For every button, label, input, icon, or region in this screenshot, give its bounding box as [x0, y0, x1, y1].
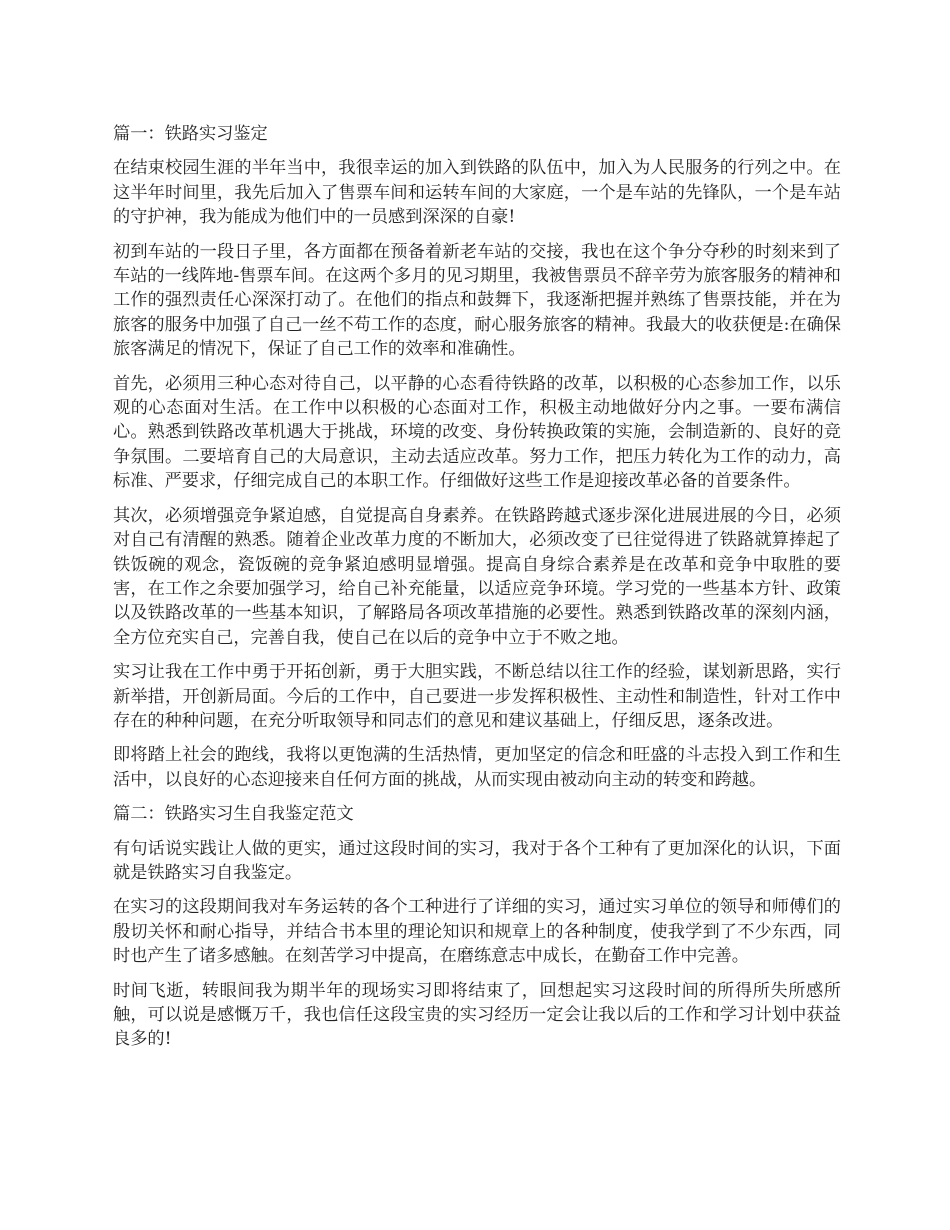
- section-1-paragraph-6: 即将踏上社会的跑线，我将以更饱满的生活热情，更加坚定的信念和旺盛的斗志投入到工作和生活中，以良好的心态迎接来自任何方面的挑战，从而实现由被动向主动的转变和跨越。: [113, 745, 841, 790]
- section-2-paragraph-1: 有句话说实践让人做的更实，通过这段时间的实习，我对于各个工种有了更加深化的认识，下面就是铁路实习自我鉴定。: [113, 838, 841, 883]
- section-1-paragraph-1: 在结束校园生涯的半年当中，我很幸运的加入到铁路的队伍中，加入为人民服务的行列之中。在这半年时间里，我先后加入了售票车间和运转车间的大家庭，一个是车站的先锋队，一个是车站的守护神，我为能成为他们中的一员感到深深的自豪!: [113, 158, 841, 228]
- section-2-paragraph-2: 在实习的这段期间我对车务运转的各个工种进行了详细的实习，通过实习单位的领导和师傅们的殷切关怀和耐心指导，并结合书本里的理论知识和规章上的各种制度，使我学到了不少东西，同时也产生了诸多感触。在刻苦学习中提高，在磨练意志中成长，在勤奋工作中完善。: [113, 897, 841, 967]
- section-1-paragraph-2: 初到车站的一段日子里，各方面都在预备着新老车站的交接，我也在这个争分夺秒的时刻来到了车站的一线阵地-售票车间。在这两个多月的见习期里，我被售票员不辞辛劳为旅客服务的精神和工作的强烈责任心深深打动了。在他们的指点和鼓舞下，我逐渐把握并熟练了售票技能，并在为旅客的服务中加强了自己一丝不苟工作的态度，耐心服务旅客的精神。我最大的收获便是:在确保旅客满足的情况下，保证了自己工作的效率和准确性。: [113, 241, 841, 360]
- section-1-title: 篇一：铁路实习鉴定: [113, 124, 268, 144]
- section-2-paragraph-3: 时间飞逝，转眼间我为期半年的现场实习即将结束了，回想起实习这段时间的所得所失所感所触，可以说是感慨万千，我也信任这段宝贵的实习经历一定会让我以后的工作和学习计划中获益良多的!: [113, 980, 841, 1050]
- section-1-paragraph-5: 实习让我在工作中勇于开拓创新，勇于大胆实践，不断总结以往工作的经验，谋划新思路，实行新举措，开创新局面。今后的工作中，自己要进一步发挥积极性、主动性和制造性，针对工作中存在的种种问题，在充分听取领导和同志们的意见和建议基础上，仔细反思，逐条改进。: [113, 662, 841, 731]
- section-2-title: 篇二：铁路实习生自我鉴定范文: [113, 804, 354, 825]
- section-1-paragraph-3: 首先，必须用三种心态对待自己，以平静的心态看待铁路的改革，以积极的心态参加工作，以乐观的心态面对生活。在工作中以积极的心态面对工作，积极主动地做好分内之事。一要布满信心。熟悉到铁路改革机遇大于挑战，环境的改变、身份转换政策的实施，会制造新的、良好的竞争氛围。二要培育自己的大局意识，主动去适应改革。努力工作，把压力转化为工作的动力，高标准、严要求，仔细完成自己的本职工作。仔细做好这些工作是迎接改革必备的首要条件。: [113, 373, 841, 492]
- document-body: [113, 122, 841, 1062]
- section-1-paragraph-4: 其次，必须增强竞争紧迫感，自觉提高自身素养。在铁路跨越式逐步深化进展进展的今日，必须对自己有清醒的熟悉。随着企业改革力度的不断加大，必须改变了已往觉得进了铁路就算捧起了铁饭碗的观念，瓷饭碗的竞争紧迫感明显增强。提高自身综合素养是在改革和竞争中取胜的要害，在工作之余要加强学习，给自己补充能量，以适应竞争环境。学习党的一些基本方针、政策以及铁路改革的一些基本知识，了解路局各项改革措施的必要性。熟悉到铁路改革的深刻内涵，全方位充实自己，完善自我，使自己在以后的竞争中立于不败之地。: [113, 505, 841, 648]
